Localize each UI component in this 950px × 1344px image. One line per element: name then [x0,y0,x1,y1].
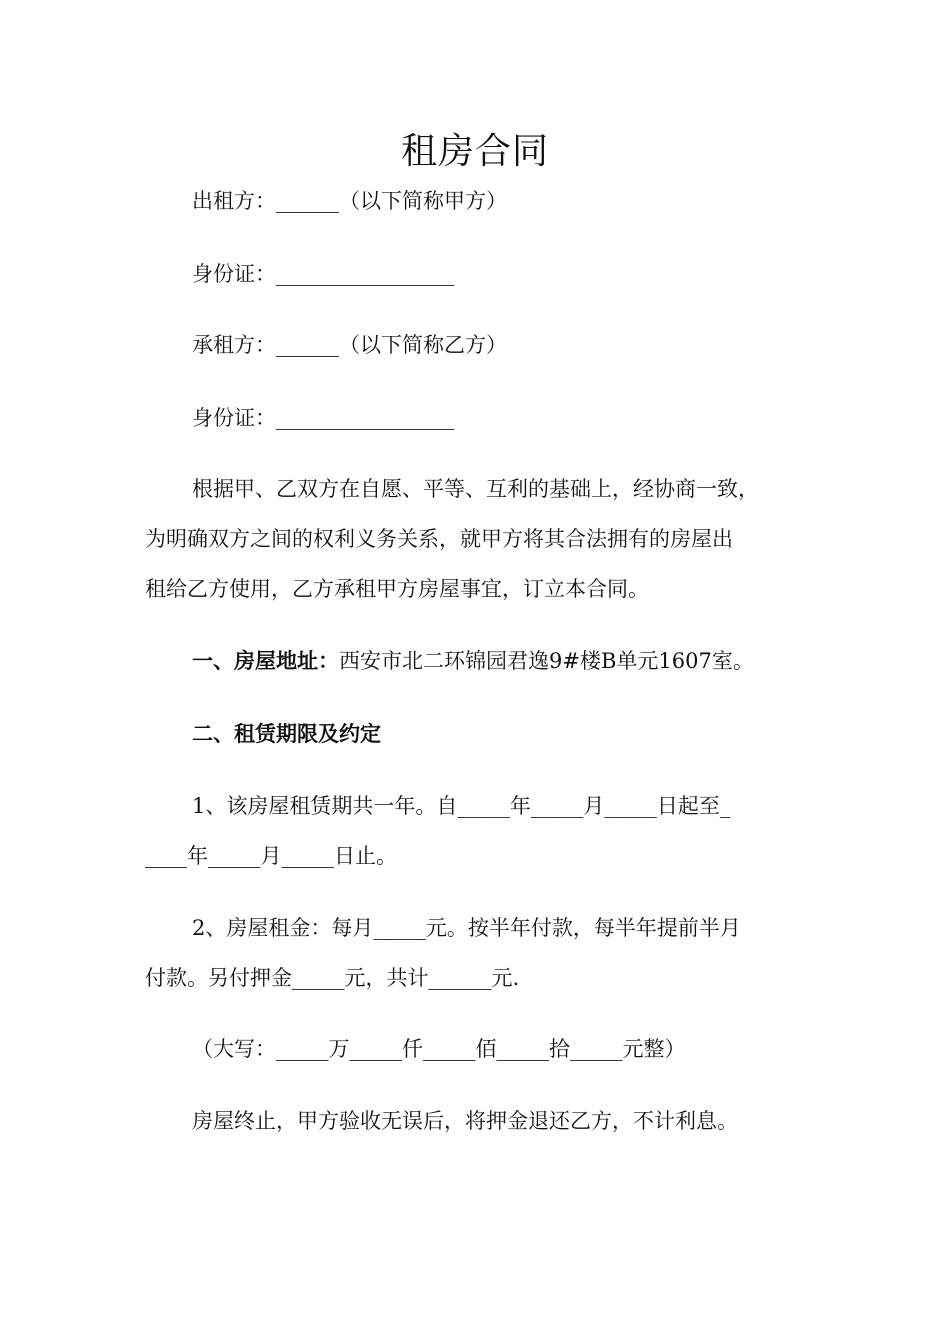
rent-line-2: 付款。另付押金_____元，共计______元. [145,966,520,990]
preamble-line-3: 租给乙方使用，乙方承租甲方房屋事宜，订立本合同。 [145,577,649,601]
lessee-line: 承租方：______（以下简称乙方） [192,333,507,357]
capital-amount-line: （大写：_____万_____仟_____佰_____拾_____元整） [192,1037,686,1061]
preamble-line-1: 根据甲、乙双方在自愿、平等、互利的基础上，经协商一致， [192,477,759,501]
section-1-heading: 一、房屋地址： [192,648,339,673]
section-2-heading: 二、租赁期限及约定 [192,721,381,746]
rent-line-1: 2、房屋租金：每月_____元。按半年付款，每半年提前半月 [192,916,741,940]
section-1-address: 西安市北二环锦园君逸9#楼B单元1607室。 [339,649,754,673]
term-line-1: 1、该房屋租赁期共一年。自_____年_____月_____日起至_ [192,794,731,818]
preamble-line-2: 为明确双方之间的权利义务关系，就甲方将其合法拥有的房屋出 [145,527,733,551]
lessor-line: 出租方：______（以下简称甲方） [192,189,507,213]
lessor-id-line: 身份证：_________________ [192,262,455,286]
page-title: 租房合同 [400,131,549,172]
deposit-return-line: 房屋终止，甲方验收无误后，将押金退还乙方，不计利息。 [192,1109,738,1133]
term-line-2: ____年_____月_____日止。 [145,844,397,868]
lessee-id-line: 身份证：_________________ [192,406,455,430]
section-1 [192,646,810,676]
